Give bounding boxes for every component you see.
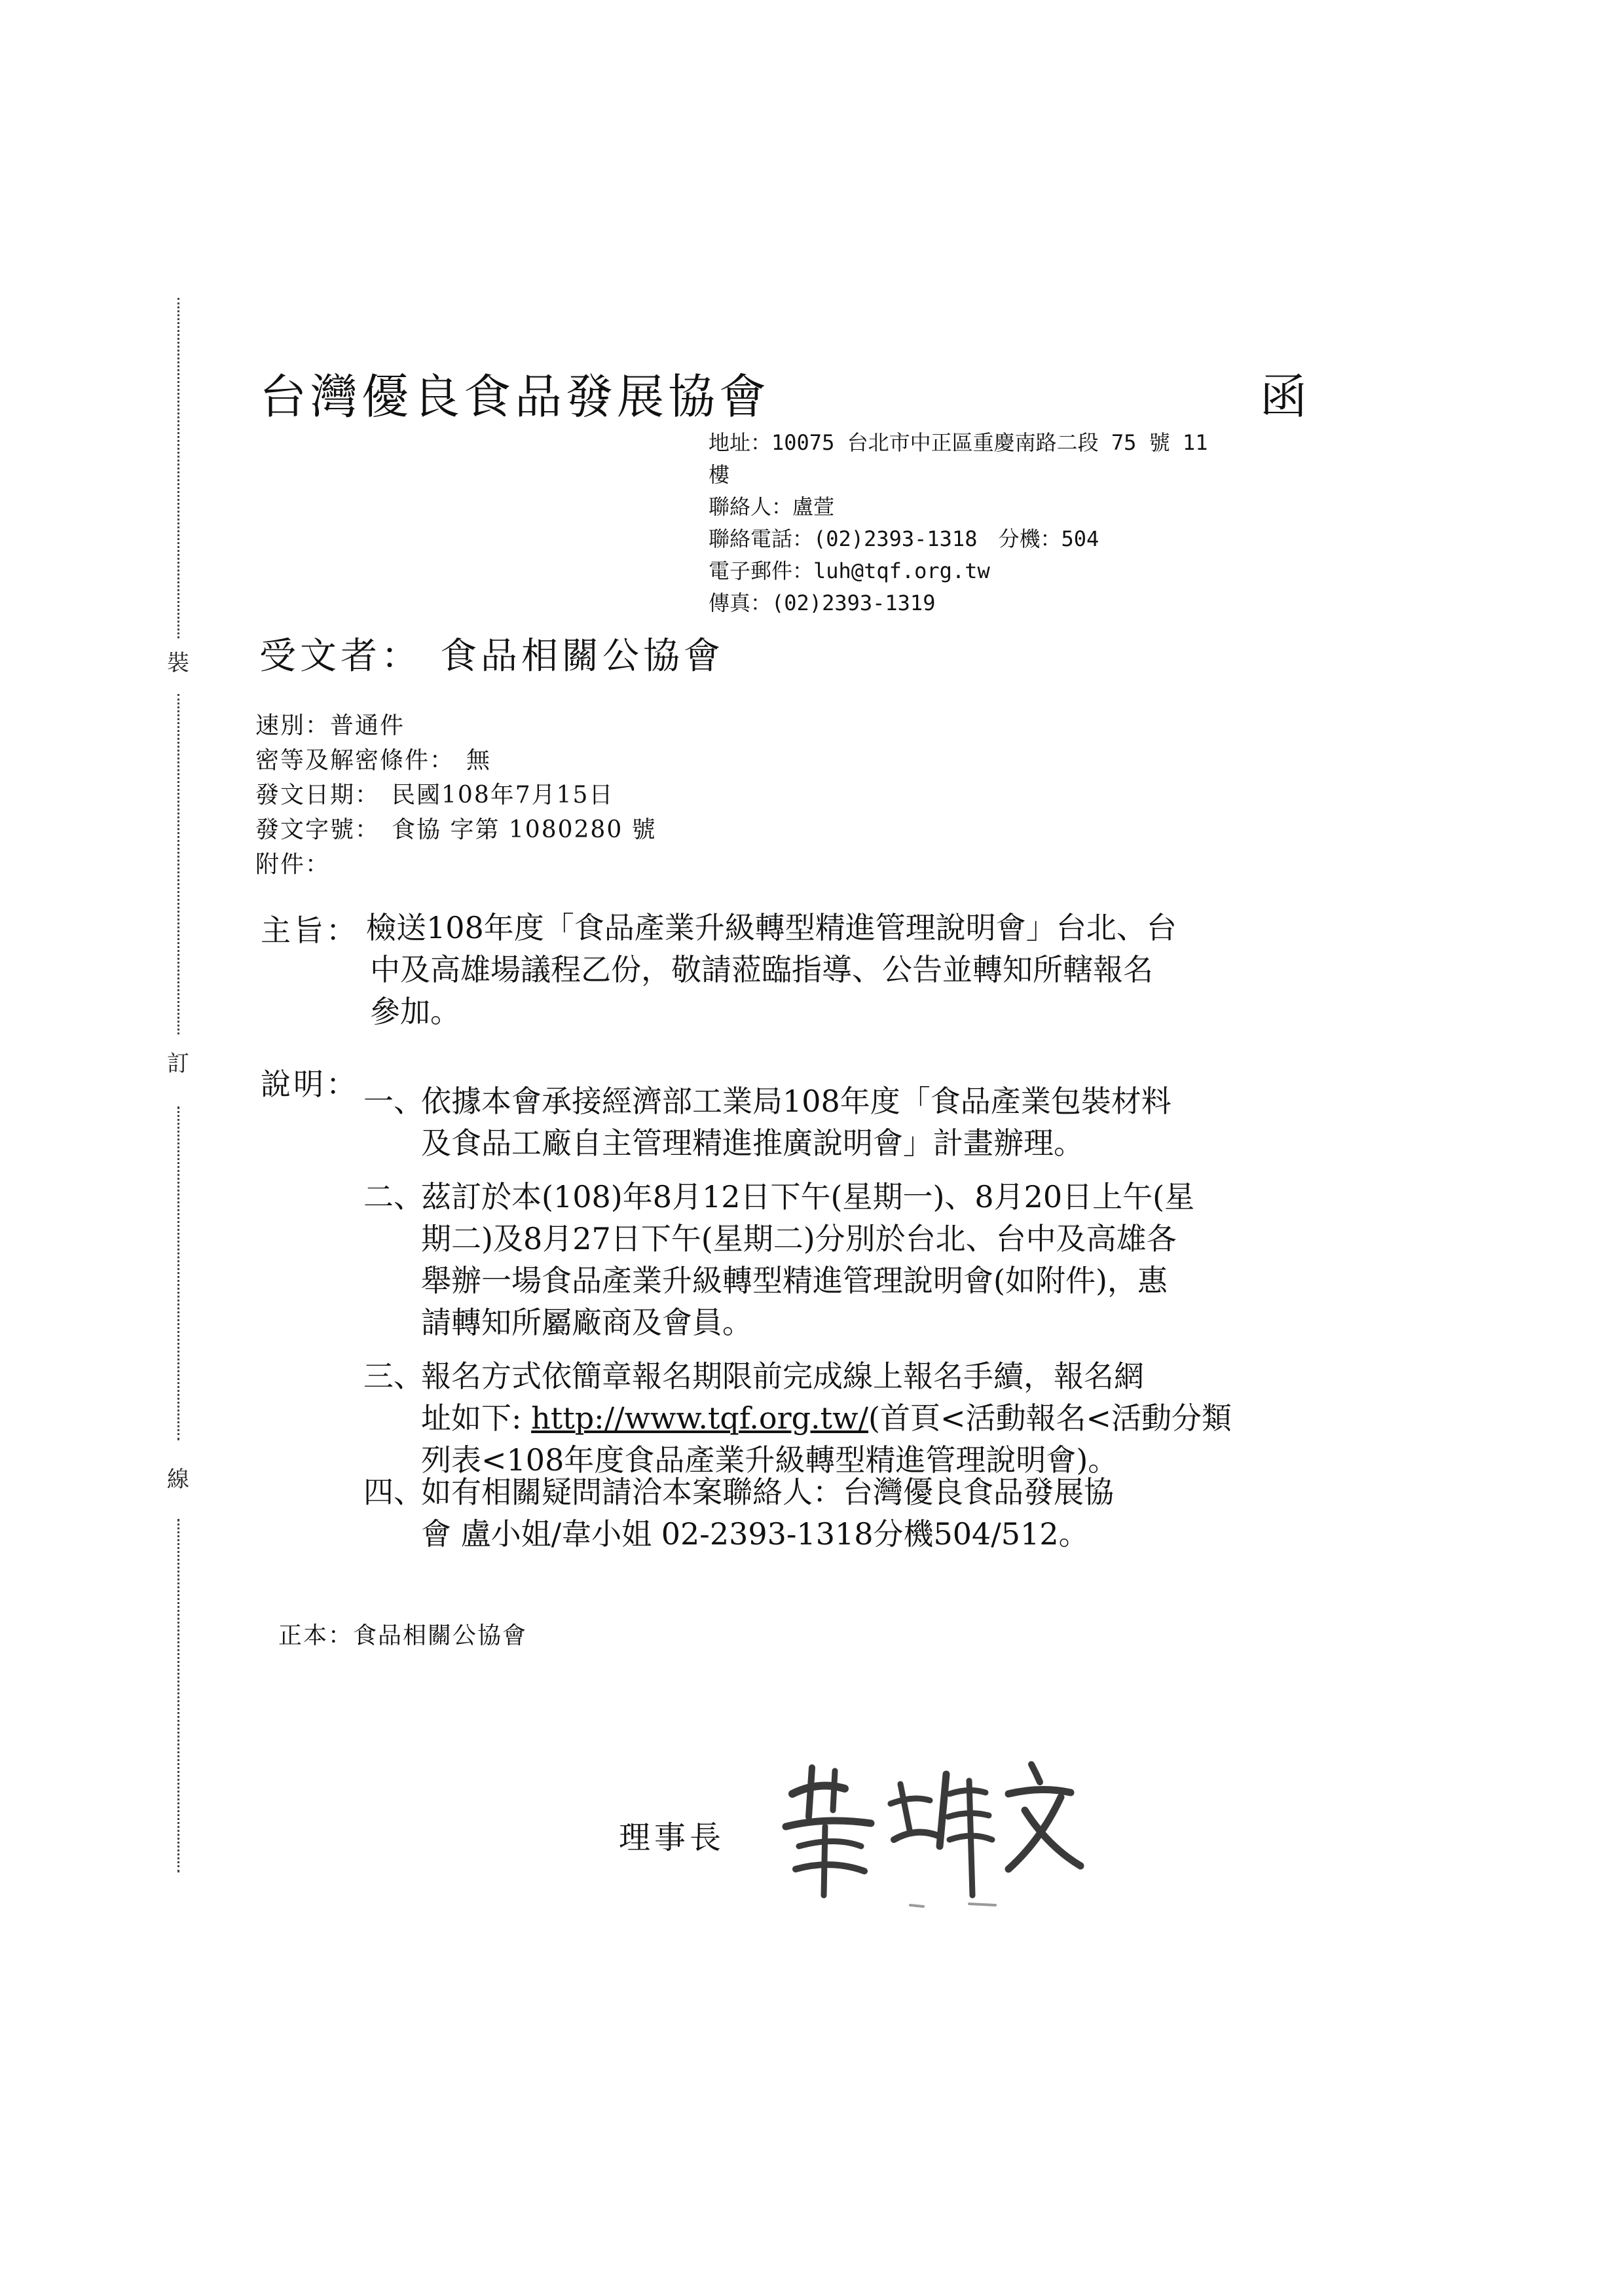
- meta-secrecy-label: 密等及解密條件：: [255, 747, 455, 774]
- meta-secrecy-value: 無: [466, 747, 492, 774]
- cc-label: 正本：: [278, 1622, 354, 1649]
- item-number: 三、: [363, 1358, 424, 1394]
- subject-line-2: 中及高雄場議程乙份，敬請蒞臨指導、公告並轉知所轄報名: [370, 952, 1153, 987]
- subject-line-3: 參加。: [370, 994, 460, 1029]
- item-number: 二、: [363, 1179, 424, 1214]
- explanation-item-4: [363, 1471, 1310, 1555]
- binding-line-1: [177, 298, 179, 638]
- bind-char-ding: 訂: [167, 1051, 189, 1077]
- meta-number-label: 發文字號：: [255, 816, 380, 843]
- meta-speed-label: 速別：: [255, 712, 331, 739]
- item-line: 期二)及8月27日下午(星期二)分別於台北、台中及高雄各: [421, 1221, 1177, 1256]
- explanation-item-3: [363, 1355, 1310, 1481]
- chairman-signature: [773, 1755, 1087, 1925]
- recipient-label: 受文者：: [259, 635, 422, 678]
- url-suffix: (首頁<活動報名<活動分類: [868, 1400, 1232, 1436]
- explanation-item-1: [363, 1080, 1310, 1164]
- meta-speed-value: 普通件: [330, 712, 405, 739]
- document-meta: [255, 708, 657, 882]
- binding-line-2: [177, 694, 179, 1034]
- cc-line: [278, 1617, 527, 1650]
- item-line: 舉辦一場食品產業升級轉型精進管理說明會(如附件)，惠: [421, 1263, 1168, 1298]
- bind-char-xian: 線: [167, 1467, 189, 1493]
- recipient-value: 食品相關公協會: [440, 635, 724, 678]
- item-line: 報名方式依簡章報名期限前完成線上報名手續，報名網: [421, 1358, 1144, 1394]
- meta-speed: [255, 708, 657, 743]
- cc-value: 食品相關公協會: [353, 1622, 528, 1649]
- item-line: 請轉知所屬廠商及會員。: [421, 1305, 752, 1340]
- contact-person: 聯絡人：盧萱: [709, 494, 835, 519]
- binding-line-3: [177, 1106, 179, 1440]
- explanation-label: 說明：: [261, 1066, 359, 1102]
- explanation-item-2: [363, 1176, 1310, 1343]
- item-number: 一、: [363, 1084, 424, 1119]
- item-line: 會 盧小姐/韋小姐 02-2393-1318分機504/512。: [421, 1516, 1089, 1552]
- item-line: 茲訂於本(108)年8月12日下午(星期一)、8月20日上午(星: [421, 1179, 1195, 1214]
- meta-attachment-label: 附件：: [255, 851, 331, 878]
- item-line: 及食品工廠自主管理精進推廣說明會」計畫辦理。: [421, 1125, 1084, 1161]
- item-line: 如有相關疑問請洽本案聯絡人：台灣優良食品發展協: [421, 1474, 1114, 1510]
- contact-phone: 聯絡電話：(02)2393-1318 分機：504: [709, 526, 1099, 551]
- meta-date-value: 民國108年7月15日: [392, 782, 614, 809]
- contact-email: 電子郵件：luh@tqf.org.tw: [709, 558, 990, 583]
- subject-line-1: 檢送108年度「食品產業升級轉型精進管理說明會」台北、台: [366, 910, 1177, 945]
- contact-address-cont: 樓: [709, 462, 730, 487]
- meta-date-label: 發文日期：: [255, 782, 380, 809]
- item-line: 依據本會承接經濟部工業局108年度「食品產業包裝材料: [421, 1084, 1172, 1119]
- subject-label: 主旨：: [261, 913, 359, 948]
- chairman-label: 理事長: [619, 1819, 726, 1856]
- meta-attachment: [255, 847, 657, 882]
- binding-line-4: [177, 1519, 179, 1872]
- meta-number: [255, 812, 657, 847]
- contact-address: 地址：10075 台北市中正區重慶南路二段 75 號 11: [709, 430, 1208, 455]
- meta-number-value: 食協 字第 1080280 號: [392, 816, 657, 843]
- subject-text: [366, 907, 1303, 1032]
- meta-secrecy: [255, 743, 657, 778]
- registration-link[interactable]: http://www.tqf.org.tw/: [531, 1400, 868, 1436]
- bind-char-zhuang: 裝: [167, 650, 189, 676]
- item-line: 列表<108年度食品產業升級轉型精進管理說明會)。: [421, 1442, 1118, 1478]
- doc-type: 函: [1260, 369, 1308, 424]
- contact-fax: 傳真：(02)2393-1319: [709, 591, 936, 615]
- meta-date: [255, 778, 657, 812]
- contact-info: [709, 427, 1208, 619]
- org-name: 台灣優良食品發展協會: [259, 369, 771, 424]
- recipient: [259, 627, 724, 680]
- item-number: 四、: [363, 1474, 424, 1510]
- item-line: [421, 1397, 1310, 1439]
- url-prefix: 址如下:: [421, 1400, 532, 1436]
